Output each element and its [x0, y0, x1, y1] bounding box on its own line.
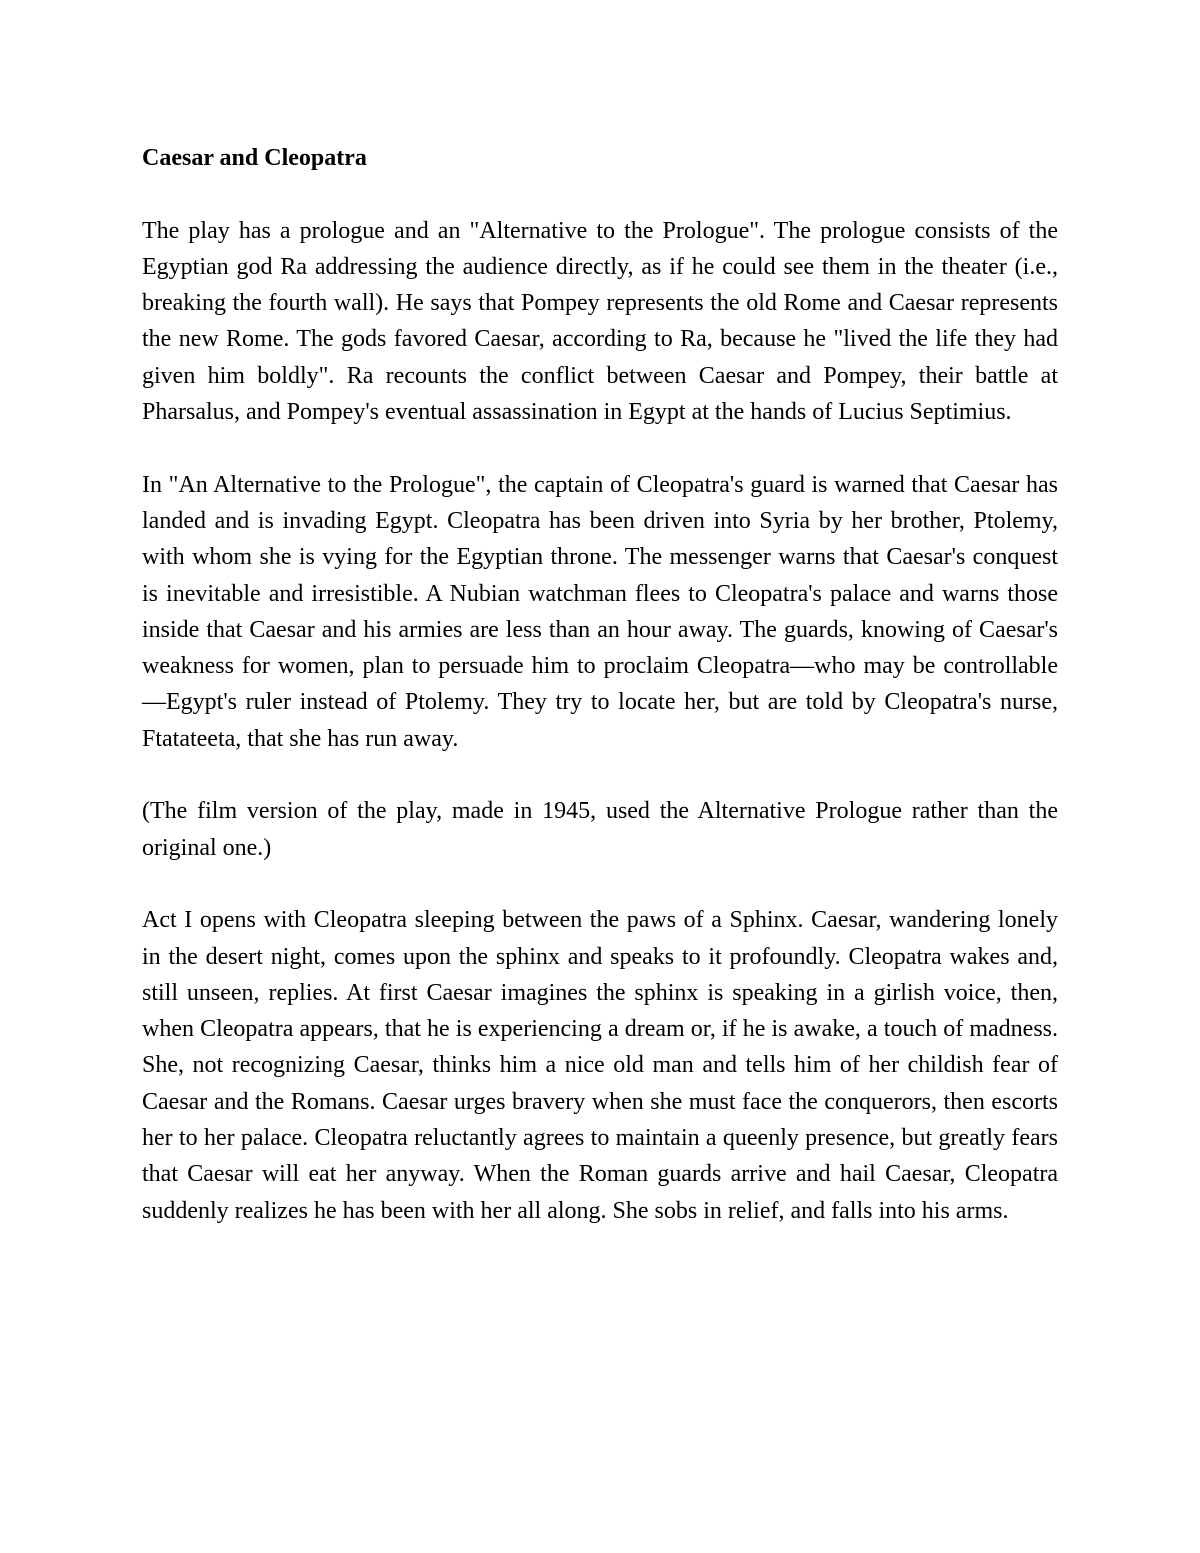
paragraph-alternative-prologue: In "An Alternative to the Prologue", the captain of Cleopatra's guard is warned that Caesar has landed and is invading Egypt. Cleopatra has been driven into Syria by her brother, Ptolemy, with whom she is vying for the Egyptian throne. The messenger warns that Caesar's conquest is inevitable and irresistible. A Nubian watchman flees to Cleopatra's palace and warns those inside that Caesar and his armies are less than an hour away. The guards, knowing of Caesar's weakness for women, plan to persuade him to proclaim Cleopatra—who may be controllable—Egypt's ruler instead of Ptolemy. They try to locate her, but are told by Cleopatra's nurse, Ftatateeta, that she has run away.: [142, 471, 1058, 752]
document-title: Caesar and Cleopatra: [142, 145, 367, 171]
paragraph-film-note: (The film version of the play, made in 1945, used the Alternative Prologue rather than the original one.): [142, 798, 1058, 861]
paragraph-prologue: The play has a prologue and an "Alternative to the Prologue". The prologue consists of the Egyptian god Ra addressing the audience directly, as if he could see them in the theater (i.e., breaking the fourth wall). He says that Pompey represents the old Rome and Caesar represents the new Rome. The gods favored Caesar, according to Ra, because he "lived the life they had given him boldly". Ra recounts the conflict between Caesar and Pompey, their battle at Pharsalus, and Pompey's eventual assassination in Egypt at the hands of Lucius Septimius.: [142, 217, 1058, 426]
paragraph-act-one: Act I opens with Cleopatra sleeping between the paws of a Sphinx. Caesar, wandering lonely in the desert night, comes upon the sphinx and speaks to it profoundly. Cleopatra wakes and, still unseen, replies. At first Caesar imagines the sphinx is speaking in a girlish voice, then, when Cleopatra appears, that he is experiencing a dream or, if he is awake, a touch of madness. She, not recognizing Caesar, thinks him a nice old man and tells him of her childish fear of Caesar and the Romans. Caesar urges bravery when she must face the conquerors, then escorts her to her palace. Cleopatra reluctantly agrees to maintain a queenly presence, but greatly fears that Caesar will eat her anyway. When the Roman guards arrive and hail Caesar, Cleopatra suddenly realizes he has been with her all along. She sobs in relief, and falls into his arms.: [142, 907, 1058, 1224]
document-page: [142, 140, 1058, 1229]
